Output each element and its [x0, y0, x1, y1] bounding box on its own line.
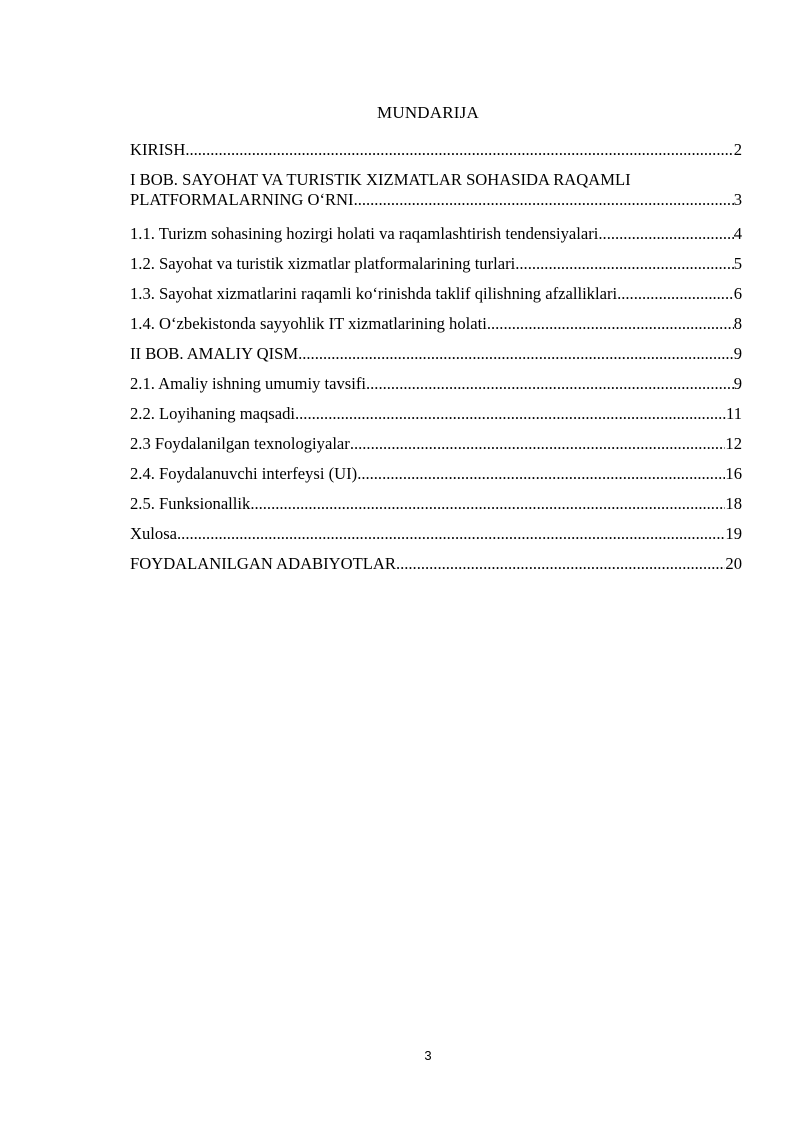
toc-entry-label: 1.4. O‘zbekistonda sayyohlik IT xizmatlarining holati [130, 314, 487, 333]
toc-entry-label: 2.2. Loyihaning maqsadi [130, 404, 295, 423]
toc-entry-label: 2.4. Foydalanuvchi interfeysi (UI) [130, 464, 358, 483]
toc-leader-dots [515, 254, 733, 274]
toc-leader-dots [354, 190, 734, 210]
toc-leader-dots [366, 374, 734, 394]
toc-entry-page: 16 [725, 464, 742, 483]
toc-entry-page: 9 [733, 344, 742, 363]
toc-entry-1-3[interactable] [130, 284, 742, 304]
toc-entry-label: 1.1. Turizm sohasining hozirgi holati va raqamlashtirish tendensiyalari [130, 224, 599, 243]
toc-entry-label: 1.2. Sayohat va turistik xizmatlar platformalarining turlari [130, 254, 516, 273]
toc-entry-page: 5 [733, 254, 742, 273]
toc-entry-page: 8 [733, 314, 742, 333]
toc-entry-page: 11 [726, 404, 742, 423]
toc-entry-2-5[interactable] [130, 494, 742, 514]
toc-entry-label: FOYDALANILGAN ADABIYOTLAR [130, 554, 396, 573]
toc-entry-2-2[interactable] [130, 404, 742, 424]
toc-leader-dots [396, 554, 725, 574]
toc-entry-label: 2.1. Amaliy ishning umumiy tavsifi [130, 374, 366, 393]
toc-entry-kirish[interactable] [130, 140, 742, 160]
toc-entry-label: II BOB. AMALIY QISM [130, 344, 299, 363]
toc-entry-references[interactable] [130, 554, 742, 574]
toc-leader-dots [250, 494, 725, 514]
toc-leader-dots [295, 404, 726, 424]
toc-entry-label: 2.5. Funksionallik [130, 494, 251, 513]
toc-entry-chapter-2[interactable] [130, 344, 742, 364]
toc-entry-label: 1.3. Sayohat xizmatlarini raqamli ko‘rinishda taklif qilishning afzalliklari [130, 284, 618, 303]
toc-leader-dots [185, 140, 733, 160]
toc-entry-chapter-1[interactable] [130, 170, 742, 210]
toc-entry-label: PLATFORMALARNING O‘RNI [130, 190, 354, 209]
toc-entry-page: 9 [733, 374, 742, 393]
toc-leader-dots [617, 284, 734, 304]
toc-leader-dots [298, 344, 734, 364]
toc-entry-page: 6 [733, 284, 742, 303]
toc-entry-page: 2 [733, 140, 742, 159]
toc-entry-1-1[interactable] [130, 224, 742, 244]
toc-entry-2-1[interactable] [130, 374, 742, 394]
toc-entry-page: 19 [725, 524, 742, 543]
toc-entry-2-3[interactable] [130, 434, 742, 454]
toc-entry-1-2[interactable] [130, 254, 742, 274]
toc-entry-page: 4 [733, 224, 742, 243]
toc-entry-page: 12 [725, 434, 742, 453]
toc-entry-page: 20 [725, 554, 742, 573]
toc-entry-label: Xulosa [130, 524, 178, 543]
toc-entry-label: KIRISH [130, 140, 186, 159]
toc-entry-label-line1: I BOB. SAYOHAT VA TURISTIK XIZMATLAR SOHASIDA RAQAMLI [130, 170, 631, 189]
toc-entry-xulosa[interactable] [130, 524, 742, 544]
toc-leader-dots [350, 434, 726, 454]
toc-entry-page: 18 [725, 494, 742, 513]
toc-leader-dots [357, 464, 725, 484]
toc-leader-dots [177, 524, 725, 544]
toc-entry-1-4[interactable] [130, 314, 742, 334]
toc-title: MUNDARIJA [377, 103, 479, 122]
toc-entry-2-4[interactable] [130, 464, 742, 484]
toc-leader-dots [598, 224, 733, 244]
page-number: 3 [424, 1048, 432, 1063]
toc-leader-dots [487, 314, 734, 334]
toc-entry-label: 2.3 Foydalanilgan texnologiyalar [130, 434, 350, 453]
toc-entry-page: 3 [733, 190, 742, 209]
